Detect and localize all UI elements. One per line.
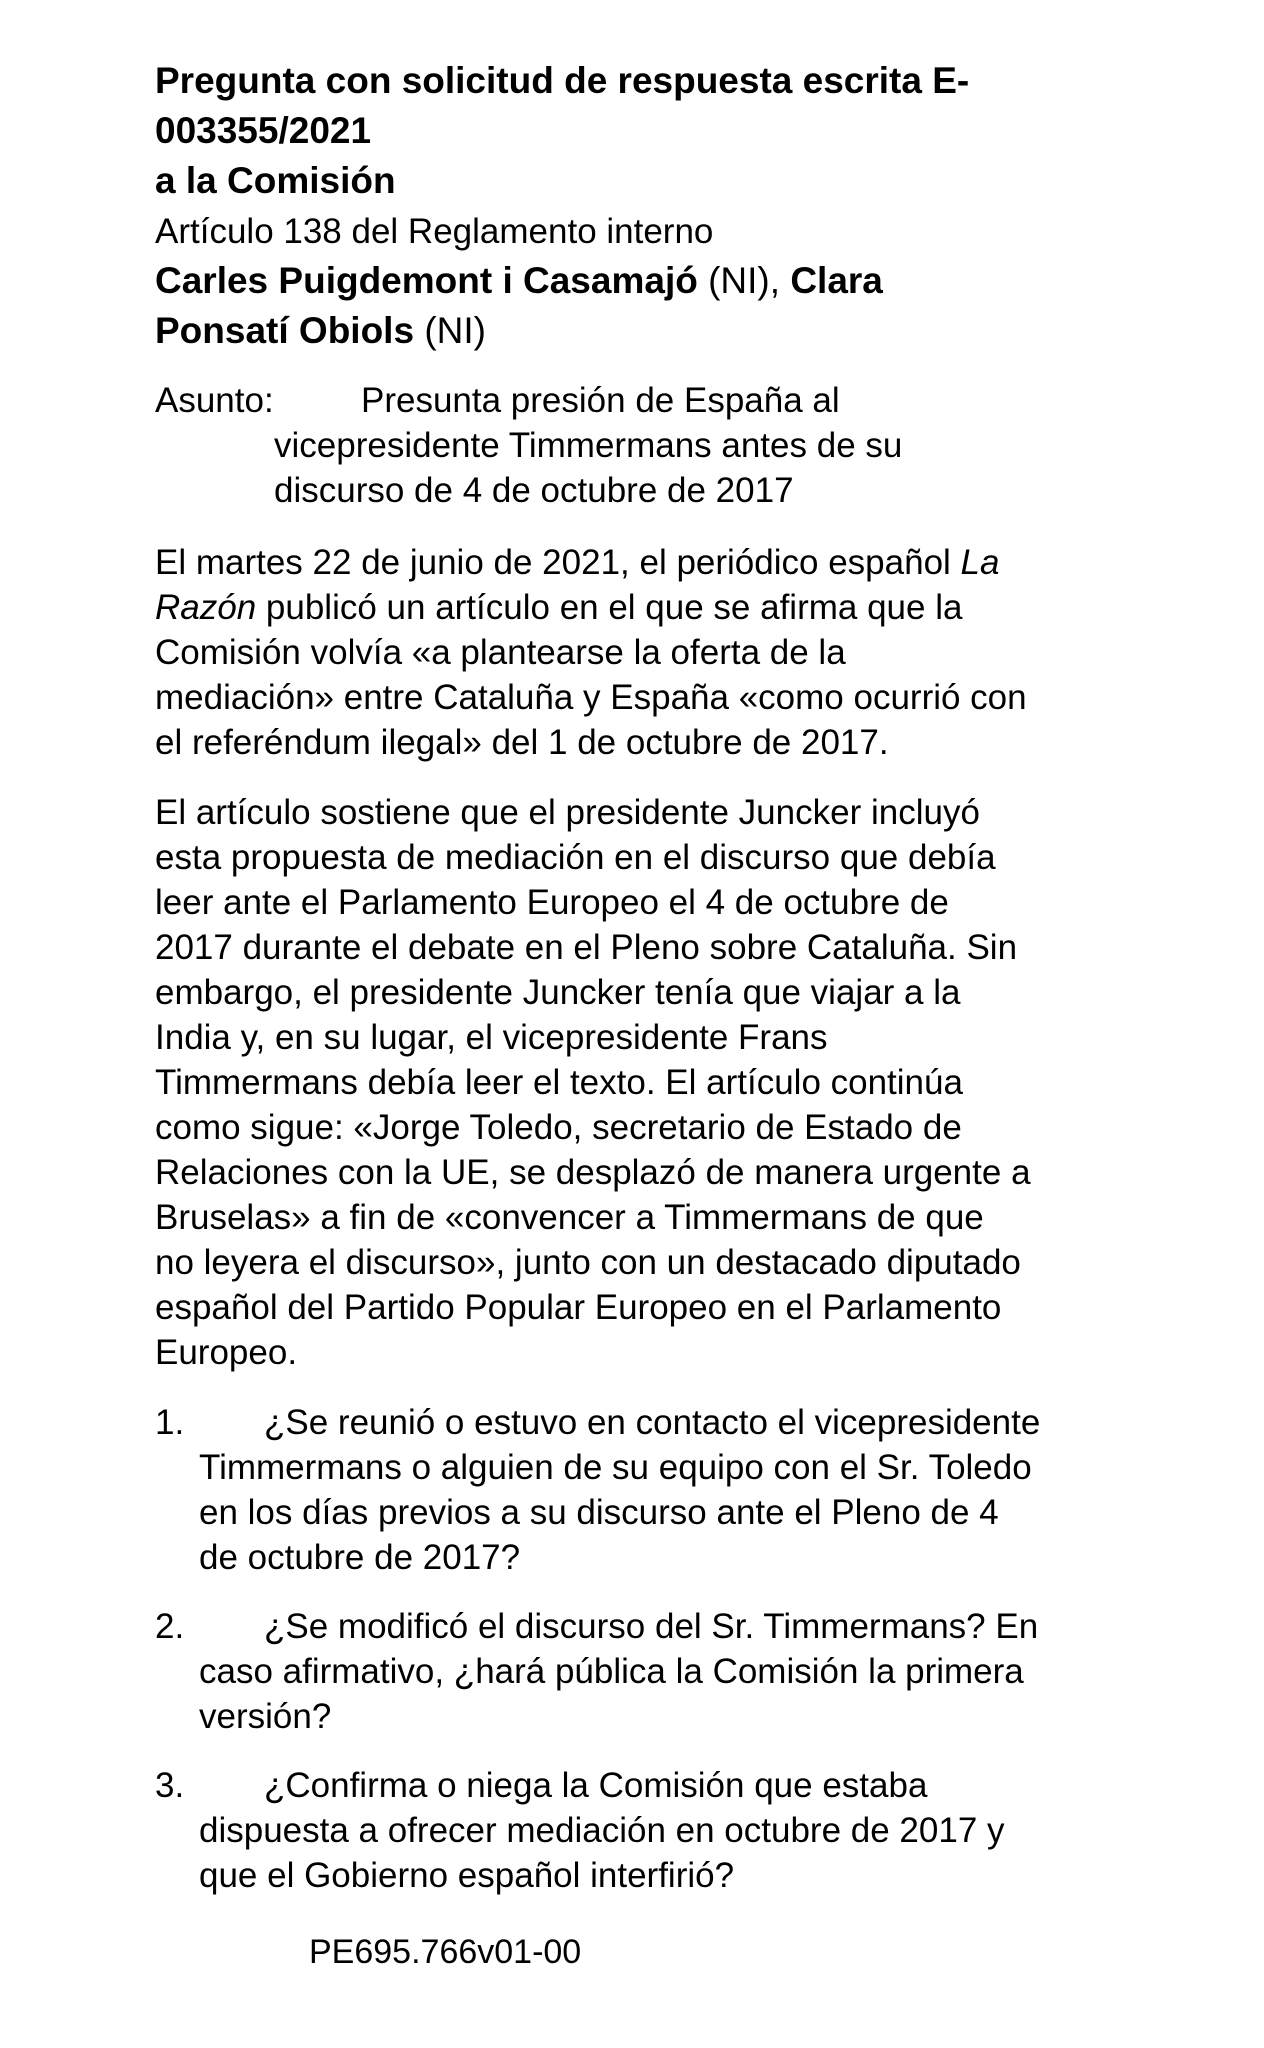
paragraph-2-line: Bruselas» a fin de «convencer a Timmermans de que <box>155 1198 984 1237</box>
question-text-line: ¿Se modificó el discurso del Sr. Timmermans? En <box>264 1607 1039 1646</box>
subject-line-2: vicepresidente Timmermans antes de su <box>274 426 903 465</box>
subject-line-3: discurso de 4 de octubre de 2017 <box>274 471 794 510</box>
paragraph-2-line: esta propuesta de mediación en el discurso que debía <box>155 838 996 877</box>
paragraph-2-line: leer ante el Parlamento Europeo el 4 de octubre de <box>155 883 949 922</box>
paragraph-1-line-5: el referéndum ilegal» del 1 de octubre de 2017. <box>155 723 889 762</box>
author-2-last-name: Ponsatí Obiols <box>155 310 415 351</box>
question-number: 2. <box>155 1607 185 1646</box>
question-text-line: versión? <box>199 1697 332 1736</box>
paragraph-2-line: español del Partido Popular Europeo en el Parlamento <box>155 1288 1002 1327</box>
subject-label: Asunto: <box>155 381 274 420</box>
question-text-line: que el Gobierno español interfirió? <box>199 1856 735 1895</box>
rule-reference: Artículo 138 del Reglamento interno <box>155 212 714 251</box>
author-1-group: (NI), <box>697 260 791 301</box>
paragraph-2-line: El artículo sostiene que el presidente Juncker incluyó <box>155 793 980 832</box>
document-title-line-3: a la Comisión <box>155 160 396 201</box>
authors-line-1 <box>155 256 883 306</box>
paragraph-1-text: El martes 22 de junio de 2021, el periódico español <box>155 543 961 582</box>
question-number: 3. <box>155 1766 185 1805</box>
author-2-first-name: Clara <box>790 260 883 301</box>
question-text-line: ¿Se reunió o estuvo en contacto el vicepresidente <box>264 1403 1041 1442</box>
paragraph-1-line-3: Comisión volvía «a plantearse la oferta de la <box>155 633 846 672</box>
newspaper-name-part-1: La <box>960 543 1000 582</box>
paragraph-2-line: embargo, el presidente Juncker tenía que viajar a la <box>155 973 961 1012</box>
paragraph-1-text: publicó un artículo en el que se afirma que la <box>256 588 963 627</box>
question-text-line: Timmermans o alguien de su equipo con el Sr. Toledo <box>199 1448 1032 1487</box>
paragraph-2-line: no leyera el discurso», junto con un destacado diputado <box>155 1243 1021 1282</box>
question-number: 1. <box>155 1403 185 1442</box>
paragraph-1-line-2 <box>155 585 962 630</box>
paragraph-1-line-1 <box>155 540 999 585</box>
document-reference: PE695.766v01-00 <box>309 1933 582 1971</box>
authors-line-2 <box>155 306 486 356</box>
paragraph-2-line: Relaciones con la UE, se desplazó de manera urgente a <box>155 1153 1031 1192</box>
paragraph-2-line: India y, en su lugar, el vicepresidente Frans <box>155 1018 828 1057</box>
newspaper-name-part-2: Razón <box>155 588 257 627</box>
subject-line-1: Presunta presión de España al <box>361 381 840 420</box>
paragraph-2-line: Europeo. <box>155 1333 298 1372</box>
question-text-line: en los días previos a su discurso ante el Pleno de 4 <box>199 1493 999 1532</box>
paragraph-2-line: como sigue: «Jorge Toledo, secretario de Estado de <box>155 1108 962 1147</box>
question-text-line: ¿Confirma o niega la Comisión que estaba <box>264 1766 928 1805</box>
author-1-name: Carles Puigdemont i Casamajó <box>155 260 698 301</box>
paragraph-2-line: Timmermans debía leer el texto. El artículo continúa <box>155 1063 963 1102</box>
question-text-line: de octubre de 2017? <box>199 1538 521 1577</box>
question-text-line: dispuesta a ofrecer mediación en octubre de 2017 y <box>199 1811 1005 1850</box>
question-text-line: caso afirmativo, ¿hará pública la Comisión la primera <box>199 1652 1024 1691</box>
document-title-line-1: Pregunta con solicitud de respuesta escrita E- <box>155 60 970 101</box>
author-2-group: (NI) <box>414 310 486 351</box>
document-title-line-2: 003355/2021 <box>155 110 372 151</box>
paragraph-1-line-4: mediación» entre Cataluña y España «como ocurrió con <box>155 678 1027 717</box>
paragraph-2-line: 2017 durante el debate en el Pleno sobre Cataluña. Sin <box>155 928 1018 967</box>
